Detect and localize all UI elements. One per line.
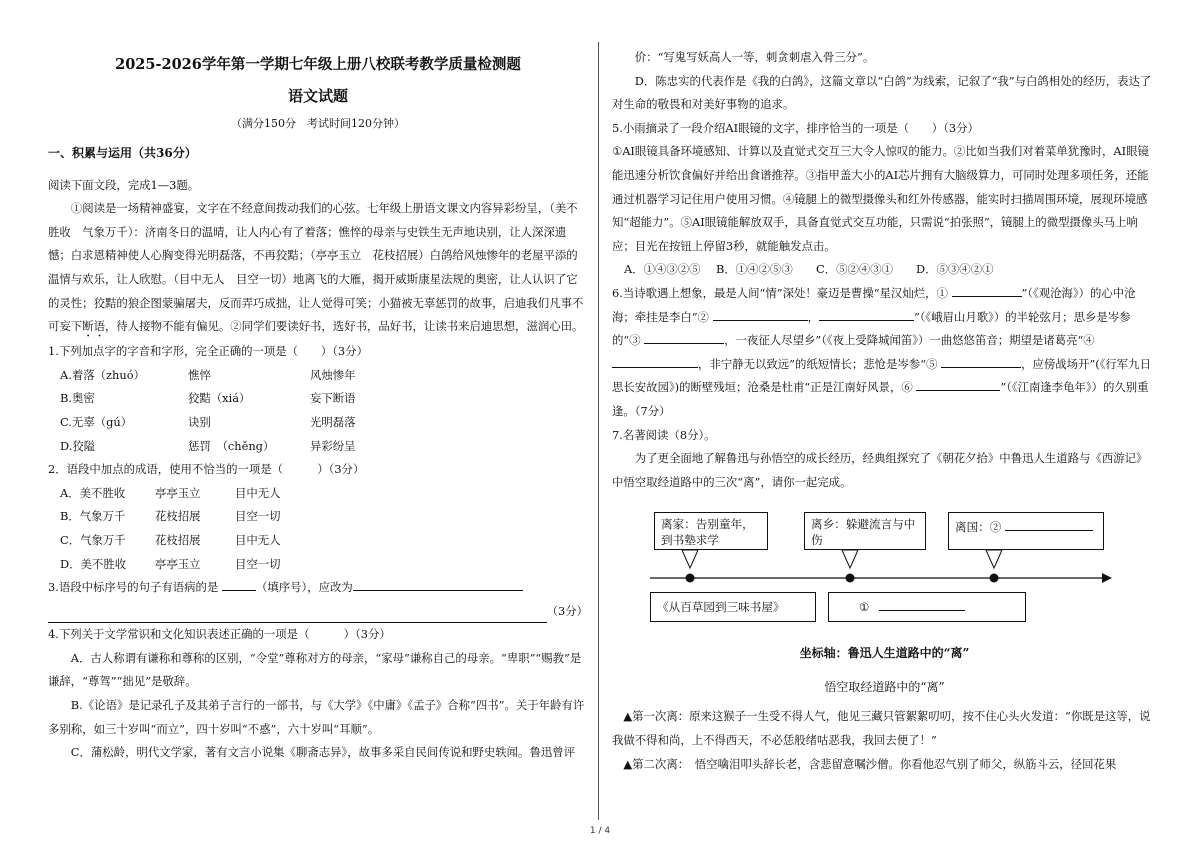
timeline-diagram [612,500,1157,650]
q3-blank-revision[interactable] [353,576,523,591]
passage-text: ①阅读是一场精神盛宴，文字在不经意间拨动我们的心弦。七年级上册语文课文内容异彩纷呈，（美不胜收 气象万千）：济南冬日的温晴，让人内心有了着落；憔悴的母亲与史铁生无声地诀别，让人深深遗憾；白求恩精神使人心胸变得光明磊落，不再狡黠；（亭亭玉立 花枝招展）白鸽给风烛惨年的老屋平添的温情与欢乐，让人欣慰。（目中无人 目空一切）地离飞的大雁，揭开威斯康星法规的奥密，让人认识了它的灵性；狡黠的狼企图蒙骗屠夫，反而弄巧成拙，让人觉得可笑；小猫被无辜惩罚的故事，启迪我们凡事不可妄下 [48,201,584,334]
timeline-arrow-icon [1102,573,1112,583]
diagram-blank-2[interactable] [1005,516,1093,531]
diagram-caption: 坐标轴：鲁迅人生道路中的“离” [799,646,970,661]
q6-blank-2a[interactable] [713,306,808,321]
dotted-word: 断语 [82,319,105,334]
timeline-point-3 [990,574,999,583]
q6-blank-6[interactable] [916,376,1000,391]
q5-options: A．①④③②⑤ B．①④②⑤③ C．⑤②④③① D．⑤③④②① [624,262,994,277]
callout-pointer-1 [682,550,698,568]
q6-blank-3[interactable] [644,329,724,344]
q4-option-a: A．古人称谓有谦称和尊称的区别，“令堂”尊称对方的母亲，“家母”谦称自己的母亲。“卑职”“赐教”是谦辞，“尊驾”“拙见”是敬辞。 [48,650,582,689]
q4-option-d: D．陈忠实的代表作是《我的白鸽》，这篇文章以“白鸽”为线索，记叙了“我”与白鸽相处的经历，表达了对生命的敬畏和对美好事物的追求。 [612,73,1152,112]
callout-box-1: 离家：告别童年，到书塾求学 [654,512,768,550]
passage-intro: 阅读下面文段，完成1—3题。 [48,177,200,192]
timeline-point-1 [686,574,695,583]
bottom-box-2: ① [828,592,1026,622]
q3-stem: 3.语段中标序号的句子有语病的是 （填序号），应改为 [48,576,588,600]
right-column [612,46,1157,776]
q4-stem: 4.下列关于文学常识和文化知识表述正确的一项是（ ）（3分） [48,627,391,642]
wukong-caption: 悟空取经道路中的“离” [824,679,945,694]
q1-option-c: C.无辜（gú） 诀别 光明磊落 [60,414,356,429]
left-column [48,44,588,765]
q2-option-d: D．美不胜收 亭亭玉立 目空一切 [60,556,281,571]
q1-stem: 1.下列加点字的字音和字形，完全正确的一项是（ ）（3分） [48,344,368,359]
exam-subtitle: 语文试题 [287,87,348,105]
callout-box-3: 离国：② [948,512,1104,550]
q3-blank-number[interactable] [222,576,256,591]
callout-box-2: 离乡：躲避流言与中伤 [804,512,926,550]
exam-title: 2025-2026学年第一学期七年级上册八校联考教学质量检测题 [115,56,521,73]
timeline-point-2 [846,574,855,583]
q7-intro: 为了更全面地了解鲁迅与孙悟空的成长经历，经典组探究了《朝花夕拾》中鲁迅人生道路与《西游记》中悟空取经道路中的三次“离”，请你一起完成。 [612,451,1148,489]
q2-stem: 2．语段中加点的成语，使用不恰当的一项是（ ）（3分） [48,462,365,477]
bottom-box-1: 《从百草园到三味书屋》 [650,592,816,622]
q6-blank-4[interactable] [612,353,698,368]
q2-option-a: A．美不胜收 亭亭玉立 目中无人 [60,485,281,500]
q6-blank-2b[interactable] [819,306,914,321]
q2-option-c: C．气象万千 花枝招展 目中无人 [60,532,281,547]
q3-answer-line: （3分） [48,600,588,624]
q1-option-d: D.狡隘 惩罚 （chěng） 异彩纷呈 [60,438,356,453]
exam-info: （满分150分 考试时间120分钟） [231,117,405,130]
column-divider [598,42,599,820]
q2-option-b: B．气象万千 花枝招展 目空一切 [60,509,281,524]
q5-stem: 5.小雨摘录了一段介绍AI眼镜的文字，排序恰当的一项是（ ）（3分） [612,120,979,135]
wukong-second-departure: ▲第二次离： 悟空噙泪叩头辞长老，含悲留意嘱沙僧。你看他忍气别了师父，纵筋斗云，径回花果 [623,756,1117,771]
q4-option-c: C．蒲松龄，明代文学家，著有文言小说集《聊斋志异》，故事多采自民间传说和野史轶闻。鲁迅曾评 [70,745,576,760]
q6-text: 6.当诗歌遇上想象，最是人间“情”深处！豪迈是曹操“星汉灿烂，① ”（《观沧海》）的心中沧海；牵挂是李白“② ， ”（《峨眉山月歌》）的半轮弦月；思乡是岑参的“③ ，一夜征人尽望乡”（《夜上受降城闻笛》）一曲悠悠笛音；期望是诸葛亮“④ ，非宁静无以致远”的纸短情长；悲怆是岑参“⑤ ，应傍战场开”(《行军九日思长安故园》)的断壁残垣；沧桑是杜甫“正是江南好风景，⑥ ”（《江南逢李龟年》）的久别重逢。（7分） [612,282,1157,424]
wukong-first-departure: ▲第一次离：原来这猴子一生受不得人气，他见三藏只管絮絮叨叨，按不住心头火发道：“你既是这等，说我做不得和尚，上不得西天，不必恁般绪咕恶我，我回去便了！” [612,709,1151,748]
q6-blank-5[interactable] [941,353,1021,368]
q1-option-a: A.着落（zhuó） 憔悴 风烛惨年 [60,367,356,382]
q3-blank-line[interactable] [48,608,547,623]
callout-pointer-2 [842,550,858,568]
callout-pointer-3 [986,550,1002,568]
q1-option-b: B.奥密 狡黠（xiá） 妄下断语 [60,391,356,406]
section-heading: 一、积累与运用（共36分） [48,146,197,160]
q5-body: ①AI眼镜具备环境感知、计算以及直觉式交互三大令人惊叹的能力。②比如当我们对着菜单犹豫时，AI眼镜能迅速分析饮食偏好并给出食谱推荐。③指甲盖大小的AI芯片拥有大脑级算力，可同时处理多项任务，还能通过机器学习记住用户使用习惯。④镜腿上的微型摄像头和红外传感器，能实时扫描周围环境，展现环境感知“超能力”。⑤AI眼镜能解放双手，具备直觉式交互功能，只需说“拍张照”，镜腿上的微型摄像头马上响应；目光在按钮上停留3秒，就能触发点击。 [612,144,1149,253]
q4-option-b: B.《论语》是记录孔子及其弟子言行的一部书，与《大学》《中庸》《孟子》合称“四书”。关于年龄有许多别称，如三十岁叫“而立”，四十岁叫“不惑”，六十岁叫“耳顺”。 [48,698,585,736]
passage-text-end: ，待人接物不能有偏见。②同学们要读好书，选好书，品好书，让读书来启迪思想，滋润心田。 [104,319,584,334]
page-number: 1 / 4 [589,826,611,836]
passage-paragraph [48,197,588,340]
q6-blank-1[interactable] [952,282,1022,297]
diagram-blank-1[interactable] [879,596,965,611]
q7-stem: 7.名著阅读（8分）。 [612,427,716,442]
q4-option-c-continued: 价：“写鬼写妖高人一等，刺贪刺虐入骨三分”。 [634,50,875,64]
